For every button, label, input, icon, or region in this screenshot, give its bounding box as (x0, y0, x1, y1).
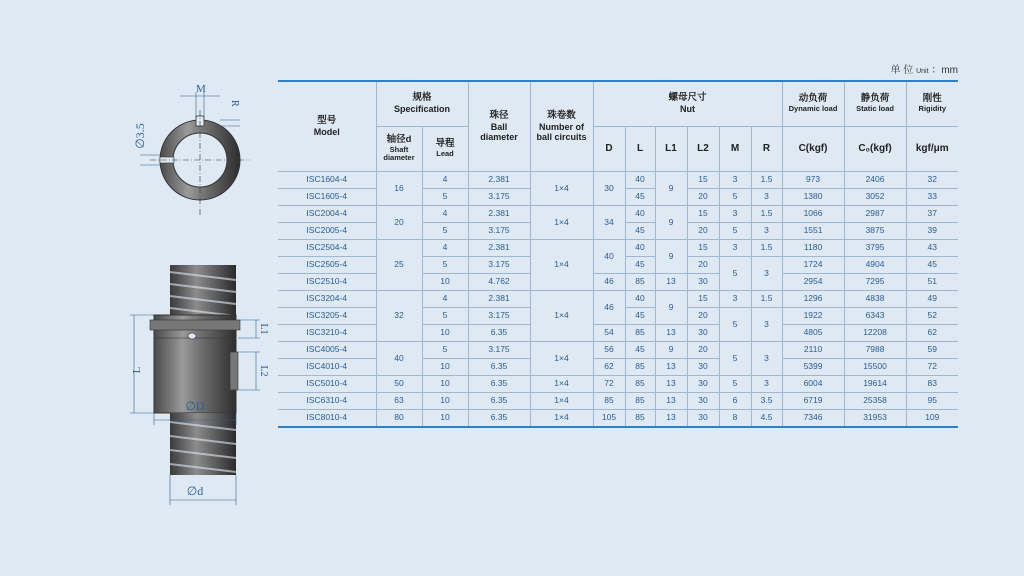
cell-model: ISC4005-4 (278, 342, 376, 359)
cell-rigidity: 59 (906, 342, 958, 359)
header-col-m: M (719, 127, 751, 172)
table-row (278, 393, 958, 410)
cell-lead: 5 (422, 223, 468, 240)
cell-d: 105 (593, 410, 625, 428)
cell-d: 46 (593, 274, 625, 291)
cell-dynamic: 973 (782, 172, 844, 189)
cell-r: 3.5 (751, 393, 782, 410)
cell-l: 85 (625, 325, 655, 342)
cell-lead: 5 (422, 189, 468, 206)
cell-d: 30 (593, 172, 625, 206)
cell-l2: 15 (687, 240, 719, 257)
cell-l: 85 (625, 359, 655, 376)
cell-lead: 5 (422, 308, 468, 325)
cell-r: 1.5 (751, 291, 782, 308)
cell-ball: 2.381 (468, 206, 530, 223)
cell-circuits: 1×4 (530, 240, 593, 291)
cell-ball: 4.762 (468, 274, 530, 291)
cell-static: 6343 (844, 308, 906, 325)
cell-r: 3 (751, 257, 782, 291)
cell-rigidity: 39 (906, 223, 958, 240)
cell-m: 5 (719, 257, 751, 291)
cell-ball: 6.35 (468, 325, 530, 342)
cell-circuits: 1×4 (530, 393, 593, 410)
header-stat-unit: C₀(kgf) (844, 127, 906, 172)
cell-static: 25358 (844, 393, 906, 410)
cell-circuits: 1×4 (530, 291, 593, 342)
cell-lead: 5 (422, 257, 468, 274)
cell-l1: 9 (655, 240, 687, 274)
header-col-d: D (593, 127, 625, 172)
cell-l: 40 (625, 240, 655, 257)
cell-circuits: 1×4 (530, 206, 593, 240)
cell-dynamic: 1296 (782, 291, 844, 308)
cell-model: ISC1604-4 (278, 172, 376, 189)
cell-rigidity: 51 (906, 274, 958, 291)
cell-rigidity: 83 (906, 376, 958, 393)
cell-l1: 13 (655, 359, 687, 376)
cell-m: 3 (719, 240, 751, 257)
cell-model: ISC2504-4 (278, 240, 376, 257)
cell-l1: 9 (655, 342, 687, 359)
unit-value: ：mm (931, 65, 958, 76)
cell-ball: 6.35 (468, 410, 530, 428)
header-ball-diameter: 珠径 Ball diameter (468, 81, 530, 172)
cell-d: 40 (593, 240, 625, 274)
cell-ball: 2.381 (468, 172, 530, 189)
cell-ball: 3.175 (468, 308, 530, 325)
cell-static: 15500 (844, 359, 906, 376)
cell-l2: 30 (687, 393, 719, 410)
cell-rigidity: 95 (906, 393, 958, 410)
header-shaft-diameter: 轴径d Shaft diameter (376, 127, 422, 172)
cell-d: 56 (593, 342, 625, 359)
table-row (278, 291, 958, 308)
unit-label-small: Unit (916, 68, 929, 75)
cell-l1: 9 (655, 206, 687, 240)
cell-dynamic: 1380 (782, 189, 844, 206)
cell-lead: 10 (422, 410, 468, 428)
cell-model: ISC6310-4 (278, 393, 376, 410)
cell-m: 5 (719, 376, 751, 393)
cell-l1: 13 (655, 376, 687, 393)
cell-dynamic: 6004 (782, 376, 844, 393)
cell-model: ISC1605-4 (278, 189, 376, 206)
dim-l1-label: L1 (258, 323, 269, 335)
cell-rigidity: 62 (906, 325, 958, 342)
cell-model: ISC2510-4 (278, 274, 376, 291)
cell-l2: 15 (687, 172, 719, 189)
cell-shaft: 20 (376, 206, 422, 240)
dim-d-inner-label: ∅d (186, 484, 204, 498)
cell-static: 7988 (844, 342, 906, 359)
cell-static: 2987 (844, 206, 906, 223)
dim-l-label: L (131, 366, 143, 374)
cell-rigidity: 33 (906, 189, 958, 206)
cell-circuits: 1×4 (530, 410, 593, 428)
cell-l: 85 (625, 376, 655, 393)
cell-static: 3795 (844, 240, 906, 257)
cell-ball: 3.175 (468, 342, 530, 359)
cell-l2: 30 (687, 410, 719, 428)
cell-lead: 4 (422, 172, 468, 189)
side-view (130, 265, 269, 505)
cell-shaft: 25 (376, 240, 422, 291)
cell-ball: 6.35 (468, 376, 530, 393)
cell-model: ISC5010-4 (278, 376, 376, 393)
cell-l2: 15 (687, 206, 719, 223)
cell-static: 2406 (844, 172, 906, 189)
cell-l2: 30 (687, 325, 719, 342)
cell-static: 3875 (844, 223, 906, 240)
cell-m: 6 (719, 393, 751, 410)
cell-r: 3 (751, 308, 782, 342)
cell-lead: 5 (422, 342, 468, 359)
end-view (133, 83, 250, 215)
cell-r: 4.5 (751, 410, 782, 428)
header-dyn-unit: C(kgf) (782, 127, 844, 172)
unit-label: 单 位 (890, 65, 914, 76)
cell-l1: 13 (655, 274, 687, 291)
cell-l2: 15 (687, 291, 719, 308)
cell-rigidity: 43 (906, 240, 958, 257)
cell-model: ISC3210-4 (278, 325, 376, 342)
cell-r: 3 (751, 342, 782, 376)
cell-l2: 30 (687, 376, 719, 393)
cell-l: 40 (625, 291, 655, 308)
cell-lead: 10 (422, 359, 468, 376)
cell-l: 40 (625, 206, 655, 223)
dim-m-label: M (196, 83, 206, 95)
cell-ball: 2.381 (468, 291, 530, 308)
cell-d: 54 (593, 325, 625, 342)
cell-rigidity: 52 (906, 308, 958, 325)
cell-l: 45 (625, 308, 655, 325)
table-row (278, 342, 958, 359)
cell-dynamic: 1724 (782, 257, 844, 274)
cell-d: 62 (593, 359, 625, 376)
dim-phi35-label: ∅3.5 (133, 123, 147, 149)
cell-r: 3 (751, 223, 782, 240)
cell-model: ISC2004-4 (278, 206, 376, 223)
header-col-l1: L1 (655, 127, 687, 172)
cell-ball: 3.175 (468, 189, 530, 206)
cell-dynamic: 4805 (782, 325, 844, 342)
cell-shaft: 50 (376, 376, 422, 393)
cell-model: ISC4010-4 (278, 359, 376, 376)
cell-rigidity: 49 (906, 291, 958, 308)
ball-nut-drawing (120, 80, 270, 510)
cell-d: 72 (593, 376, 625, 393)
cell-model: ISC2505-4 (278, 257, 376, 274)
cell-r: 1.5 (751, 240, 782, 257)
cell-dynamic: 1922 (782, 308, 844, 325)
cell-model: ISC3204-4 (278, 291, 376, 308)
header-rig-unit: kgf/μm (906, 127, 958, 172)
cell-r: 1.5 (751, 206, 782, 223)
cell-dynamic: 1551 (782, 223, 844, 240)
header-rigidity: 刚性 Rigidity (906, 81, 958, 127)
cell-ball: 3.175 (468, 223, 530, 240)
cell-m: 8 (719, 410, 751, 428)
cell-l2: 20 (687, 223, 719, 240)
cell-model: ISC3205-4 (278, 308, 376, 325)
cell-r: 3 (751, 189, 782, 206)
cell-dynamic: 2954 (782, 274, 844, 291)
cell-static: 12208 (844, 325, 906, 342)
cell-l: 40 (625, 172, 655, 189)
cell-l2: 30 (687, 359, 719, 376)
cell-lead: 10 (422, 325, 468, 342)
cell-l1: 13 (655, 325, 687, 342)
cell-m: 5 (719, 189, 751, 206)
spec-table (278, 80, 958, 428)
cell-m: 3 (719, 172, 751, 189)
cell-static: 19614 (844, 376, 906, 393)
table-row (278, 172, 958, 189)
cell-static: 31953 (844, 410, 906, 428)
table-row (278, 206, 958, 223)
header-col-r: R (751, 127, 782, 172)
cell-rigidity: 37 (906, 206, 958, 223)
header-dynamic-load: 动负荷 Dynamic load (782, 81, 844, 127)
cell-dynamic: 5399 (782, 359, 844, 376)
cell-l2: 30 (687, 274, 719, 291)
header-col-l2: L2 (687, 127, 719, 172)
cell-m: 5 (719, 223, 751, 240)
cell-l: 85 (625, 274, 655, 291)
header-lead: 导程 Lead (422, 127, 468, 172)
cell-d: 34 (593, 206, 625, 240)
cell-dynamic: 1066 (782, 206, 844, 223)
dim-r-label: R (229, 100, 240, 107)
cell-l: 85 (625, 393, 655, 410)
cell-circuits: 1×4 (530, 342, 593, 376)
cell-lead: 10 (422, 393, 468, 410)
dim-d-outer-label: ∅D (185, 399, 205, 413)
cell-ball: 6.35 (468, 393, 530, 410)
cell-rigidity: 72 (906, 359, 958, 376)
cell-r: 3 (751, 376, 782, 393)
cell-m: 3 (719, 291, 751, 308)
unit-note (891, 61, 958, 76)
table-row (278, 410, 958, 428)
cell-static: 3052 (844, 189, 906, 206)
cell-shaft: 32 (376, 291, 422, 342)
cell-shaft: 16 (376, 172, 422, 206)
cell-l2: 20 (687, 308, 719, 325)
table-row (278, 376, 958, 393)
cell-l: 85 (625, 410, 655, 428)
cell-circuits: 1×4 (530, 376, 593, 393)
cell-m: 3 (719, 206, 751, 223)
cell-m: 5 (719, 308, 751, 342)
cell-d: 46 (593, 291, 625, 325)
cell-ball: 2.381 (468, 240, 530, 257)
table-row (278, 240, 958, 257)
cell-lead: 4 (422, 291, 468, 308)
cell-l1: 13 (655, 393, 687, 410)
cell-r: 1.5 (751, 172, 782, 189)
cell-rigidity: 32 (906, 172, 958, 189)
header-model: 型号 Model (278, 81, 376, 172)
cell-shaft: 80 (376, 410, 422, 428)
header-static-load: 静负荷 Static load (844, 81, 906, 127)
cell-lead: 10 (422, 376, 468, 393)
cell-l2: 20 (687, 342, 719, 359)
cell-lead: 4 (422, 240, 468, 257)
cell-dynamic: 2110 (782, 342, 844, 359)
cell-l1: 13 (655, 410, 687, 428)
cell-rigidity: 109 (906, 410, 958, 428)
header-nut: 螺母尺寸 Nut (593, 81, 782, 127)
cell-l: 45 (625, 257, 655, 274)
cell-d: 85 (593, 393, 625, 410)
header-spec: 规格 Specification (376, 81, 468, 127)
cell-shaft: 40 (376, 342, 422, 376)
cell-l: 45 (625, 223, 655, 240)
cell-shaft: 63 (376, 393, 422, 410)
cell-static: 4904 (844, 257, 906, 274)
cell-ball: 3.175 (468, 257, 530, 274)
cell-l2: 20 (687, 189, 719, 206)
dim-l2-label: L2 (258, 365, 269, 377)
cell-l1: 9 (655, 172, 687, 206)
cell-model: ISC2005-4 (278, 223, 376, 240)
cell-l1: 9 (655, 291, 687, 325)
cell-static: 4838 (844, 291, 906, 308)
cell-circuits: 1×4 (530, 172, 593, 206)
cell-dynamic: 6719 (782, 393, 844, 410)
cell-l: 45 (625, 342, 655, 359)
cell-rigidity: 45 (906, 257, 958, 274)
cell-dynamic: 7346 (782, 410, 844, 428)
cell-dynamic: 1180 (782, 240, 844, 257)
header-ball-circuits: 珠卷数 Number of ball circuits (530, 81, 593, 172)
cell-l: 45 (625, 189, 655, 206)
cell-m: 5 (719, 342, 751, 376)
cell-ball: 6.35 (468, 359, 530, 376)
cell-static: 7295 (844, 274, 906, 291)
header-col-l: L (625, 127, 655, 172)
cell-lead: 10 (422, 274, 468, 291)
cell-l2: 20 (687, 257, 719, 274)
cell-lead: 4 (422, 206, 468, 223)
cell-model: ISC8010-4 (278, 410, 376, 428)
